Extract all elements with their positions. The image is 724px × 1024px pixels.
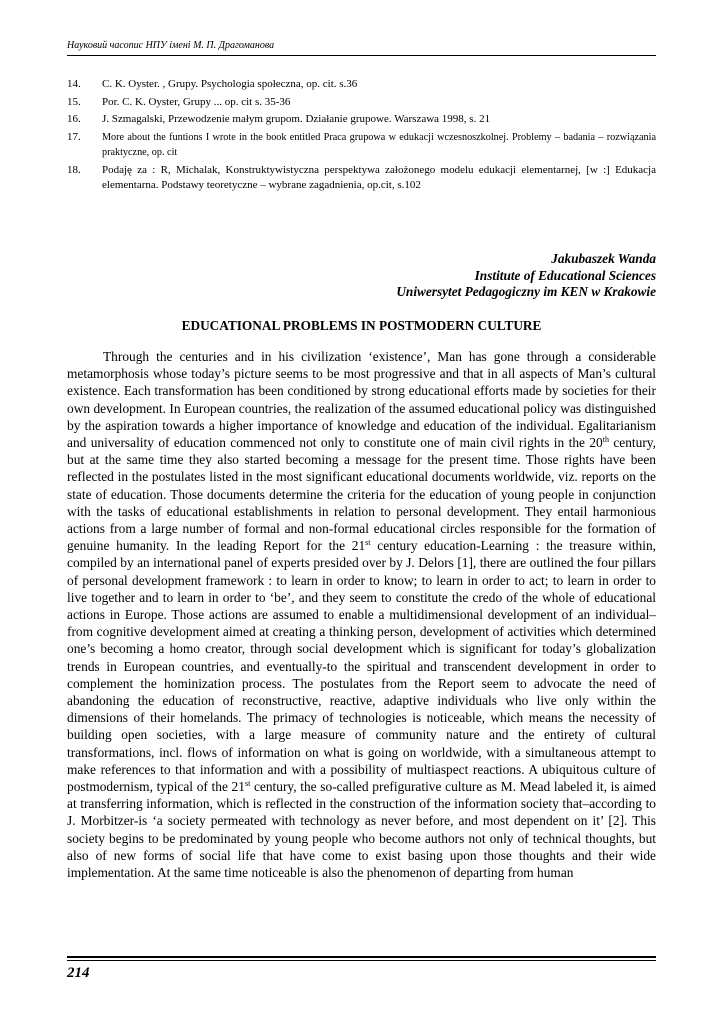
reference-item	[67, 130, 656, 161]
reference-text: More about the funtions I wrote in the book entitled Praca grupowa w edukacji wczesnoszkolnej. Problemy – badania – rozwiązania praktyczne, op. cit	[102, 131, 656, 158]
journal-header: Науковий часопис НПУ імені М. П. Драгоманова	[67, 40, 275, 51]
body-text-1: Through the centuries and in his civilization ‘existence’, Man has gone through a considerable metamorphosis whose today’s picture seems to be most progressive and that in all aspects of Man’s cultural existence. Each transformation has been conditioned by strong educational efforts made by societies for their own development. In European countries, the realization of the assumed educational policy was distinguished by the aspiration towards a higher importance of knowledge and education of the individual. Egalitarianism and universality of education commenced not only to constitute one of main civil rights in the 20	[67, 349, 656, 451]
reference-number: 15.	[67, 95, 81, 108]
superscript-th: th	[602, 435, 609, 445]
author-university: Uniwersytet Pedagogiczny im KEN w Krakowie	[396, 284, 656, 299]
reference-text: C. K. Oyster. , Grupy. Psychologia społeczna, op. cit. s.36	[102, 78, 358, 90]
page-number: 214	[67, 965, 90, 981]
body-text-2: century, but at the same time they also started becoming a message for the present time. Those rights have been reflected in the postulates listed in the most significant educational documents worldwide, viz. reports on the state of education. Those documents determine the criteria for the education of young people in conjunction with the tasks of educational establishments in relation to personal development. They entail harmonious actions from a large number of formal and non-formal educational circles responsible for the formation of genuine humanity. In the leading Report for the 21	[67, 435, 656, 554]
reference-number: 17.	[67, 130, 81, 143]
author-block	[396, 251, 656, 301]
footer-divider-thick	[67, 956, 656, 958]
reference-text: Podaję za : R, Michalak, Konstruktywistyczna perspektywa założonego modelu edukacji elementarnej, [w :] Edukacja elementarna. Podstawy teoretyczne – wybrane zagadnienia, op.cit, s.102	[102, 163, 656, 191]
body-text-3: century education-Learning : the treasure within, compiled by an international panel of experts presided over by J. Delors [1], there are outlined the four pillars of personal development framework : to learn in order to know; to learn in order to act; to learn in order to live together and to learn in order to ‘be’, and they seem to constitute the credo of the whole of educational actions in Europe. Those actions are assumed to enable a multidimensional development of an individual–from cognitive development aimed at creating a thinking person, development of activities which determined one’s becoming a homo creator, through social development which is significant for today’s globalization trends in European countries, and eventually-to the spiritual and transcendent development in order to complement the hominization process. The postulates from the Report seem to advocate the need of abandoning the education of reconstructive, reactive, adaptive individuals who live only within the dimensions of their homelands. The primacy of technologies is noticeable, which means the necessity of building open societies, with a large measure of community nature and the entirety of cultural transformations, incl. flows of information on what is going on worldwide, with a simultaneous attempt to make references to that information and with a possibility of multiaspect reactions. A ubiquitous culture of postmodernism, typical of the 21	[67, 538, 656, 795]
author-name: Jakubaszek Wanda	[551, 251, 656, 266]
reference-number: 16.	[67, 113, 81, 125]
header-divider	[67, 55, 656, 56]
superscript-st-1: st	[365, 538, 371, 548]
article-body	[67, 348, 656, 881]
reference-item	[67, 77, 656, 93]
reference-number: 14.	[67, 78, 81, 90]
references-list	[67, 77, 656, 196]
author-institute: Institute of Educational Sciences	[474, 267, 656, 283]
reference-text: Por. C. K. Oyster, Grupy ... op. cit s. 35-36	[102, 95, 291, 108]
article-title: EDUCATIONAL PROBLEMS IN POSTMODERN CULTURE	[181, 318, 542, 333]
reference-text: J. Szmagalski, Przewodzenie małym grupom. Działanie grupowe. Warszawa 1998, s. 21	[102, 113, 491, 125]
reference-item	[67, 163, 656, 194]
footer-divider-thin	[67, 960, 656, 961]
reference-item	[67, 95, 656, 111]
reference-item	[67, 112, 656, 128]
reference-number: 18.	[67, 163, 81, 176]
superscript-st-2: st	[244, 779, 251, 789]
body-text-4: century, the so-called prefigurative culture as M. Mead labeled it, is aimed at transferring information, which is reflected in the construction of the information society that–according to J. Morbitzer-is ‘a society permeated with technology as never before, and most dependent on it’ [2]. This society begins to be predominated by young people who become authors not only of technical thoughts, but also of new forms of social life that have come to exist basing upon those thoughts and their wide implementation. At the same time noticeable is also the phenomenon of departing from human	[67, 779, 656, 881]
